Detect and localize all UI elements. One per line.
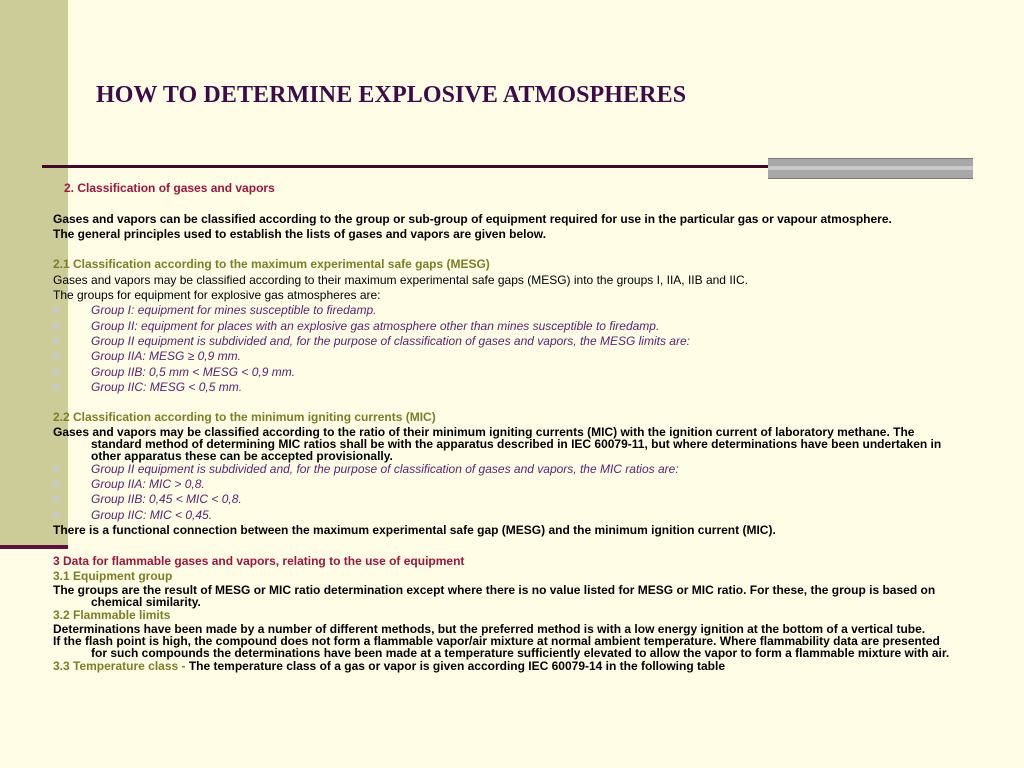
section-3-2-paragraph-1: Determinations have been made by a number of different methods, but the preferred method is with a low energy ignition at the bottom of a vertical tube.: [53, 622, 926, 637]
page-title: HOW TO DETERMINE EXPLOSIVE ATMOSPHERES: [96, 82, 687, 108]
section-2-heading: 2. Classification of gases and vapors: [64, 181, 275, 195]
section-2-paragraph-2: The general principles used to establish the lists of gases and vapors are given below.: [53, 226, 547, 241]
list-item: Group I: equipment for mines susceptible to firedamp.: [53, 303, 958, 318]
section-3-2-paragraph-2: If the flash point is high, the compound does not form a flammable vapor/air mixture at normal ambient temperature. Where flammability data are presented for such compounds the determinations have been made at a temperature sufficiently elevated to allow the vapor to form a flammable mixture with air.: [53, 634, 950, 661]
bullet-icon: [53, 512, 59, 518]
section-2-2-paragraph-1: Gases and vapors may be classified according to the ratio of their minimum igniting currents (MIC) with the ignition current of laboratory methane. The standard method of determining MIC ratios shall be with the apparatus described in IEC 60079-11, but where determinations have been undertaken in other apparatus these can be accepted provisionally.: [53, 424, 942, 463]
bullet-icon: [53, 323, 59, 329]
list-item: Group IIA: MESG ≥ 0,9 mm.: [53, 349, 958, 364]
list-item: Group II equipment is subdivided and, for the purpose of classification of gases and vapors, the MESG limits are:: [53, 334, 958, 349]
section-2-1-heading: 2.1 Classification according to the maximum experimental safe gaps (MESG): [53, 257, 490, 272]
bullet-icon: [53, 496, 59, 502]
title-divider-box: [768, 158, 973, 179]
list-item: Group IIB: 0,45 < MIC < 0,8.: [53, 492, 958, 507]
section-3-3-text: The temperature class of a gas or vapor is given according IEC 60079-14 in the following table: [188, 659, 725, 674]
section-2-2-heading: 2.2 Classification according to the minimum igniting currents (MIC): [53, 410, 436, 425]
section-3-1-paragraph: The groups are the result of MESG or MIC ratio determination except where there is no value listed for MESG or MIC ratio. For these, the group is based on chemical similarity.: [53, 583, 936, 610]
section-2-1-paragraph-2: The groups for equipment for explosive gas atmospheres are:: [53, 288, 381, 303]
list-item: Group IIB: 0,5 mm < MESG < 0,9 mm.: [53, 365, 958, 380]
bullet-icon: [53, 353, 59, 359]
section-3-heading: 3 Data for flammable gases and vapors, relating to the use of equipment: [53, 553, 465, 568]
section-3-3-line: [53, 659, 958, 674]
section-2-1-paragraph-1: Gases and vapors may be classified according to their maximum experimental safe gaps (MESG) into the groups I, IIA, IIB and IIC.: [53, 272, 748, 287]
bullet-icon: [53, 307, 59, 313]
section-3-3-heading: 3.3 Temperature class -: [53, 659, 189, 674]
bullet-icon: [53, 384, 59, 390]
list-item: Group IIA: MIC > 0,8.: [53, 477, 958, 492]
list-item: Group IIC: MIC < 0,45.: [53, 508, 958, 523]
title-divider-line: [42, 165, 769, 168]
list-item: Group II: equipment for places with an explosive gas atmosphere other than mines susceptible to firedamp.: [53, 319, 958, 334]
bullet-icon: [53, 481, 59, 487]
list-item: Group II equipment is subdivided and, for the purpose of classification of gases and vapors, the MIC ratios are:: [53, 462, 958, 477]
bullet-icon: [53, 369, 59, 375]
section-2-paragraph-1: Gases and vapors can be classified according to the group or sub-group of equipment required for use in the particular gas or vapour atmosphere.: [53, 211, 892, 226]
section-2-2-paragraph-2: There is a functional connection between the maximum experimental safe gap (MESG) and the minimum ignition current (MIC).: [53, 522, 776, 537]
bullet-icon: [53, 466, 59, 472]
mesg-group-list: [53, 303, 958, 395]
section-3-1-heading: 3.1 Equipment group: [53, 568, 173, 583]
section-3-2-heading: 3.2 Flammable limits: [53, 608, 171, 623]
list-item: Group IIC: MESG < 0,5 mm.: [53, 380, 958, 395]
slide-body: [53, 181, 958, 675]
mic-group-list: [53, 462, 958, 523]
bullet-icon: [53, 338, 59, 344]
